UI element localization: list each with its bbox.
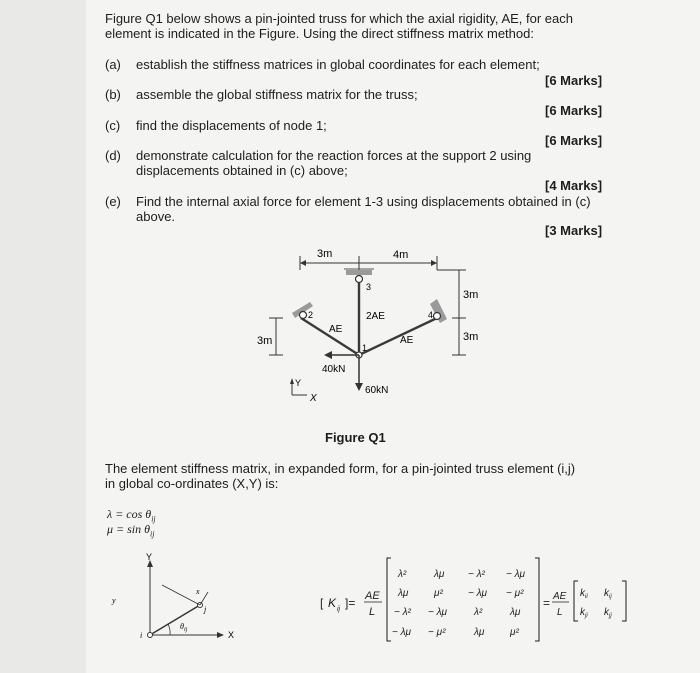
stiffness-matrix bbox=[310, 555, 640, 645]
question-d-text-1: demonstrate calculation for the reaction forces at the support 2 using bbox=[136, 148, 532, 163]
svg-text:=: = bbox=[543, 596, 551, 610]
load-40kn-label: 40kN bbox=[322, 364, 346, 375]
question-b-letter: (b) bbox=[105, 87, 121, 102]
dim-3m-right-lower: 3m bbox=[463, 331, 479, 343]
cell-2-1: − λμ bbox=[428, 607, 448, 618]
svg-text:kij: $k_{ij}$ bbox=[604, 588, 612, 600]
intro-line-2: element is indicated in the Figure. Using the direct stiffness matrix method: bbox=[105, 26, 534, 41]
matrix-lhs: K bbox=[328, 596, 337, 610]
figure-caption: Figure Q1 bbox=[325, 430, 386, 445]
intro-line-1: Figure Q1 below shows a pin-jointed truss for which the axial rigidity, AE, for each bbox=[105, 11, 573, 26]
dim-3m-top: 3m bbox=[317, 248, 333, 260]
cell-3-3: μ² bbox=[510, 627, 519, 638]
cell-2-0: − λ² bbox=[394, 607, 411, 618]
cell-0-3: − λμ bbox=[506, 569, 526, 580]
lambda-definition: $\lambda = \cos \theta_{ij}$ bbox=[107, 507, 156, 524]
dim-4m-top: 4m bbox=[393, 249, 409, 261]
cell-1-2: − λμ bbox=[468, 588, 488, 599]
mu-definition: $\mu = \sin \theta_{ij}$ bbox=[107, 522, 155, 539]
matrix-cells bbox=[392, 569, 526, 638]
member-1-4 bbox=[359, 318, 437, 355]
svg-text:kjj: $k_{jj}$ bbox=[604, 607, 612, 619]
matrix-lhs-sub: ij bbox=[337, 606, 341, 613]
cell-0-0: λ² bbox=[398, 569, 407, 580]
question-d-text-2: displacements obtained in (c) above; bbox=[136, 163, 348, 178]
question-d-marks: [4 Marks] bbox=[545, 178, 603, 193]
question-a-marks: [6 Marks] bbox=[545, 73, 603, 88]
node-1-label: 1 bbox=[362, 343, 368, 353]
diagram-xj-label: x bbox=[196, 587, 200, 596]
svg-text:]=: ]= bbox=[345, 596, 356, 610]
question-c-letter: (c) bbox=[105, 118, 121, 133]
matrix-intro-line-1: The element stiffness matrix, in expanded form, for a pin-jointed truss element (i,j) bbox=[105, 461, 576, 476]
matrix-blocks bbox=[580, 588, 612, 619]
svg-text:[: [ bbox=[320, 596, 324, 610]
node-4-label: 4 bbox=[428, 310, 434, 320]
cell-1-3: − μ² bbox=[506, 588, 524, 599]
cell-0-1: λμ bbox=[434, 569, 445, 580]
diagram-j-label: j bbox=[204, 605, 207, 614]
question-b-marks: [6 Marks] bbox=[545, 103, 603, 118]
question-c-marks: [6 Marks] bbox=[545, 133, 603, 148]
cell-1-0: λμ bbox=[398, 588, 409, 599]
dim-3m-right-upper: 3m bbox=[463, 289, 479, 301]
svg-text:AE: AE bbox=[553, 591, 567, 602]
element-1-2-label: AE bbox=[329, 324, 343, 335]
diagram-y-label: Y bbox=[146, 552, 153, 562]
cell-3-2: λμ bbox=[474, 627, 485, 638]
question-e-marks: [3 Marks] bbox=[545, 223, 603, 238]
node-2-label: 2 bbox=[308, 310, 314, 320]
question-a-letter: (a) bbox=[105, 57, 121, 72]
element-1-4-label: AE bbox=[400, 335, 414, 346]
question-b-text: assemble the global stiffness matrix for the truss; bbox=[136, 87, 418, 102]
matrix-coef-num: AE bbox=[365, 590, 380, 602]
question-d-letter: (d) bbox=[105, 148, 121, 163]
cell-2-3: λμ bbox=[510, 607, 521, 618]
diagram-x-label: X bbox=[228, 630, 235, 640]
diagram-i-label: i bbox=[140, 631, 143, 640]
question-e-letter: (e) bbox=[105, 194, 121, 209]
matrix-coef-den: L bbox=[369, 606, 376, 618]
cell-3-0: − λμ bbox=[392, 627, 412, 638]
diagram-theta-label: $\theta_{ij}$ bbox=[180, 622, 188, 633]
svg-text:L: L bbox=[557, 607, 563, 618]
dim-3m-left: 3m bbox=[257, 335, 273, 347]
svg-text:kji: $k_{ji}$ bbox=[580, 607, 588, 619]
axis-y-label: Y bbox=[295, 378, 302, 388]
cell-1-1: μ² bbox=[434, 588, 443, 599]
svg-text:kii: $k_{ii}$ bbox=[580, 588, 588, 600]
question-e-text-2: above. bbox=[136, 209, 176, 224]
diagram-yj-label: y bbox=[112, 596, 116, 605]
matrix-intro-line-2: in global co-ordinates (X,Y) is: bbox=[105, 476, 279, 491]
support-node-3 bbox=[344, 269, 374, 283]
element-diagram bbox=[100, 550, 250, 650]
load-60kn-label: 60kN bbox=[365, 385, 389, 396]
question-c-text: find the displacements of node 1; bbox=[136, 118, 327, 133]
cell-2-2: λ² bbox=[474, 607, 483, 618]
axis-x-label: X bbox=[310, 393, 317, 404]
cell-3-1: − μ² bbox=[428, 627, 446, 638]
element-1-3-label: 2AE bbox=[366, 311, 385, 322]
question-a-text: establish the stiffness matrices in global coordinates for each element; bbox=[136, 57, 540, 72]
node-3-label: 3 bbox=[366, 282, 372, 292]
cell-0-2: − λ² bbox=[468, 569, 485, 580]
question-e-text-1: Find the internal axial force for element 1-3 using displacements obtained in (c) bbox=[136, 194, 591, 209]
